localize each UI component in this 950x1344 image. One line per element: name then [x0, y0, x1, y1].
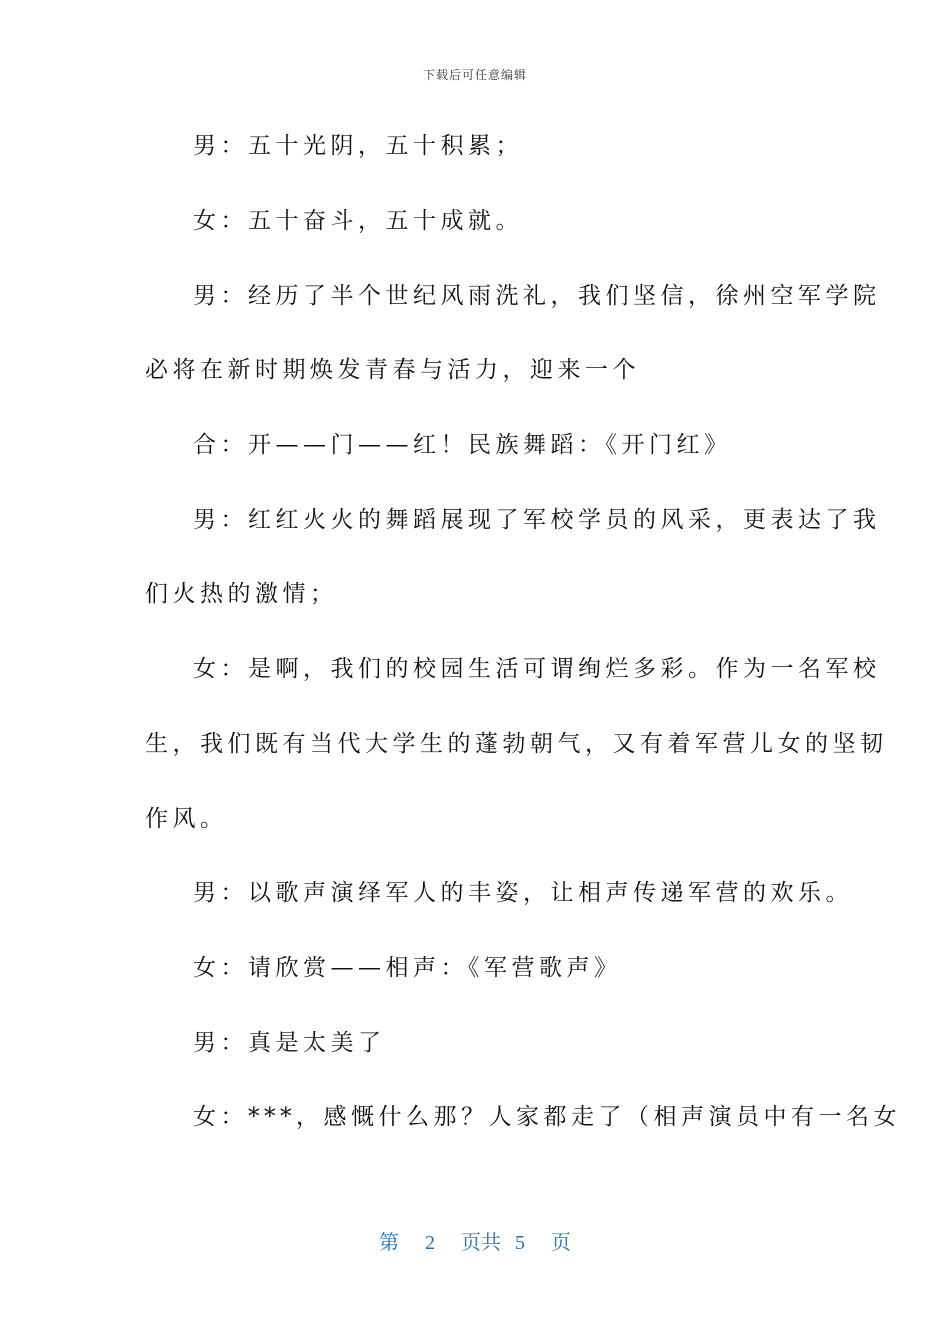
- paragraph-line: 们火热的激情；: [145, 581, 338, 607]
- paragraph-line: 男：经历了半个世纪风雨洗礼，我们坚信，徐州空军学院: [193, 283, 881, 309]
- page-footer: [0, 1226, 950, 1255]
- footer-current-page: 2: [425, 1232, 435, 1254]
- paragraph-line: 女：请欣赏——相声：《军营歌声》: [193, 955, 622, 981]
- paragraph-line: 女：***，感慨什么那？人家都走了（相声演员中有一名女: [193, 1104, 901, 1130]
- paragraph-line: 女：是啊，我们的校园生活可谓绚烂多彩。作为一名军校: [193, 656, 881, 682]
- footer-prefix: 第: [379, 1232, 399, 1254]
- paragraph-line: 作风。: [145, 806, 228, 832]
- paragraph-line: 必将在新时期焕发青春与活力，迎来一个: [145, 357, 640, 383]
- footer-suffix: 页: [551, 1232, 571, 1254]
- paragraph-line: 男：五十光阴，五十积累；: [193, 133, 523, 159]
- footer-total-pages: 5: [515, 1232, 525, 1254]
- paragraph-line: 合：开——门——红！民族舞蹈：《开门红》: [193, 432, 732, 458]
- paragraph-line: 女：五十奋斗，五十成就。: [193, 208, 523, 234]
- page-header: 下载后可任意编辑: [422, 68, 527, 82]
- paragraph-line: 生，我们既有当代大学生的蓬勃朝气，又有着军营儿女的坚韧: [145, 731, 888, 757]
- paragraph-line: 男：红红火火的舞蹈展现了军校学员的风采，更表达了我: [193, 507, 881, 533]
- paragraph-line: 男：真是太美了: [193, 1030, 386, 1056]
- paragraph-line: 男：以歌声演绎军人的丰姿，让相声传递军营的欢乐。: [193, 880, 853, 906]
- footer-middle: 页共: [461, 1232, 501, 1254]
